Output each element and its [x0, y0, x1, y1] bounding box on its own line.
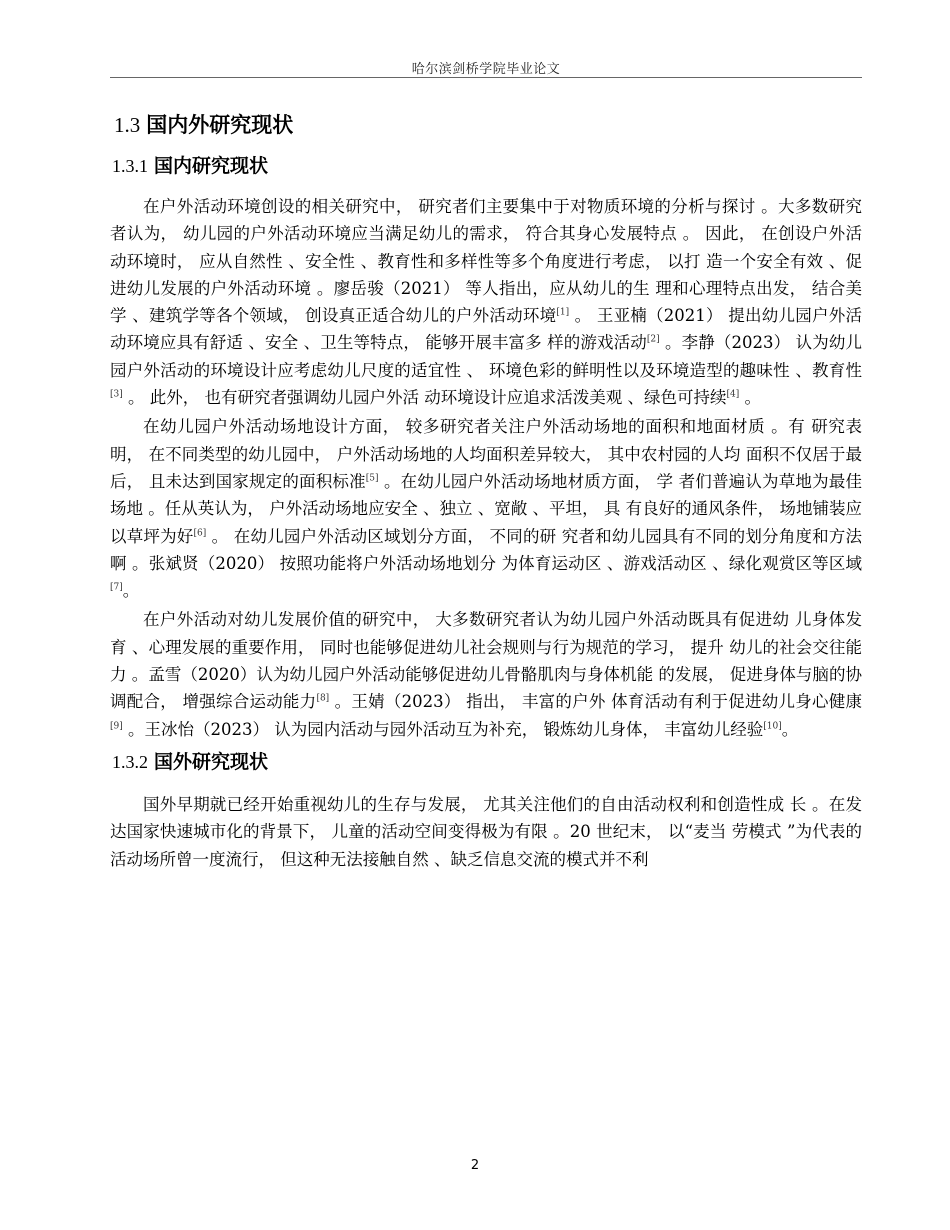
page-number: 2	[470, 1158, 480, 1173]
header-rule	[110, 77, 862, 78]
body-paragraph: 国外早期就已经开始重视幼儿的生存与发展， 尤其关注他们的自由活动权利和创造性成 长 。在发达国家快速城市化的背景下， 儿童的活动空间变得极为有限 。20 世纪末， 以“麦当 劳模式 ”为代表的活动场所曾一度流行， 但这种无法接触自然 、缺乏信息交流的模式并不利	[110, 794, 862, 869]
citation-ref: [2]	[646, 334, 660, 345]
citation-ref: [3]	[110, 389, 123, 400]
section-number: 1.3	[114, 113, 141, 137]
citation-ref: [8]	[316, 693, 330, 704]
subsection-number: 1.3.1	[112, 156, 148, 176]
subsection-heading-foreign	[112, 747, 862, 777]
body-paragraph: 在户外活动环境创设的相关研究中， 研究者们主要集中于对物质环境的分析与探讨 。大多数研究者认为， 幼儿园的户外活动环境应当满足幼儿的需求， 符合其身心发展特点 。 因此， 在创设户外活动环境时， 应从自然性 、安全性 、教育性和多样性等多个角度进行考虑， 以打 造一个安全有效 、促进幼儿发展的户外活动环境 。廖岳骏（2021） 等人指出，应从幼儿的生 理和心理特点出发， 结合美学 、建筑学等各个领域， 创设真正适合幼儿的户外活动环境[1] 。 王亚楠（2021） 提出幼儿园户外活动环境应具有舒适 、安全 、卫生等特点， 能够开展丰富多 样的游戏活动[2] 。李静（2023） 认为幼儿园户外活动的环境设计应考虑幼儿尺度的适宜性 、 环境色彩的鲜明性以及环境造型的趣味性 、教育性[3] 。 此外， 也有研究者强调幼儿园户外活 动环境设计应追求活泼美观 、绿色可持续[4] 。	[110, 197, 863, 408]
subsection-number: 1.3.2	[112, 751, 148, 772]
citation-ref: [4]	[726, 389, 740, 400]
citation-ref: [6]	[193, 528, 207, 539]
body-paragraph: 在幼儿园户外活动场地设计方面， 较多研究者关注户外活动场地的面积和地面材质 。有 研究表明， 在不同类型的幼儿园中， 户外活动场地的人均面积差异较大， 其中农村园的人均 面积不仅居于最后， 且未达到国家规定的面积标准[5] 。在幼儿园户外活动场地材质方面， 学 者们普遍认为草地为最佳场地 。任从英认为， 户外活动场地应安全 、独立 、宽敞 、平坦， 具 有良好的通风条件， 场地铺装应以草坪为好[6] 。 在幼儿园户外活动区域划分方面， 不同的研 究者和幼儿园具有不同的划分角度和方法啊 。张斌贤（2020） 按照功能将户外活动场地划分 为体育运动区 、游戏活动区 、绿化观赏区等区域[7]。	[110, 417, 862, 601]
citation-ref: [10]	[763, 721, 782, 732]
subsection-title: 国内研究现状	[154, 155, 269, 177]
body-paragraph: 在户外活动对幼儿发展价值的研究中， 大多数研究者认为幼儿园户外活动既具有促进幼 儿身体发育 、心理发展的重要作用， 同时也能够促进幼儿社会规则与行为规范的学习， 提升 幼儿的社会交往能力 。孟雪（2020）认为幼儿园户外活动能够促进幼儿骨骼肌肉与身体机能 的发展， 促进身体与脑的协调配合， 增强综合运动能力[8] 。王婧（2023） 指出， 丰富的户外 体育活动有利于促进幼儿身心健康[9] 。王冰怡（2023） 认为园内活动与园外活动互为补充， 锻炼幼儿身体， 丰富幼儿经验[10]。	[110, 610, 862, 739]
subsection-title: 国外研究现状	[154, 750, 269, 773]
section-heading	[114, 108, 862, 142]
citation-ref: [5]	[365, 473, 379, 484]
running-header: 哈尔滨剑桥学院毕业论文	[411, 62, 561, 77]
subsection-heading-domestic	[112, 151, 862, 181]
citation-ref: [7]	[110, 582, 123, 593]
citation-ref: [1]	[556, 307, 570, 318]
section-title: 国内外研究现状	[146, 112, 294, 137]
page-body	[110, 108, 862, 875]
citation-ref: [9]	[110, 721, 123, 732]
